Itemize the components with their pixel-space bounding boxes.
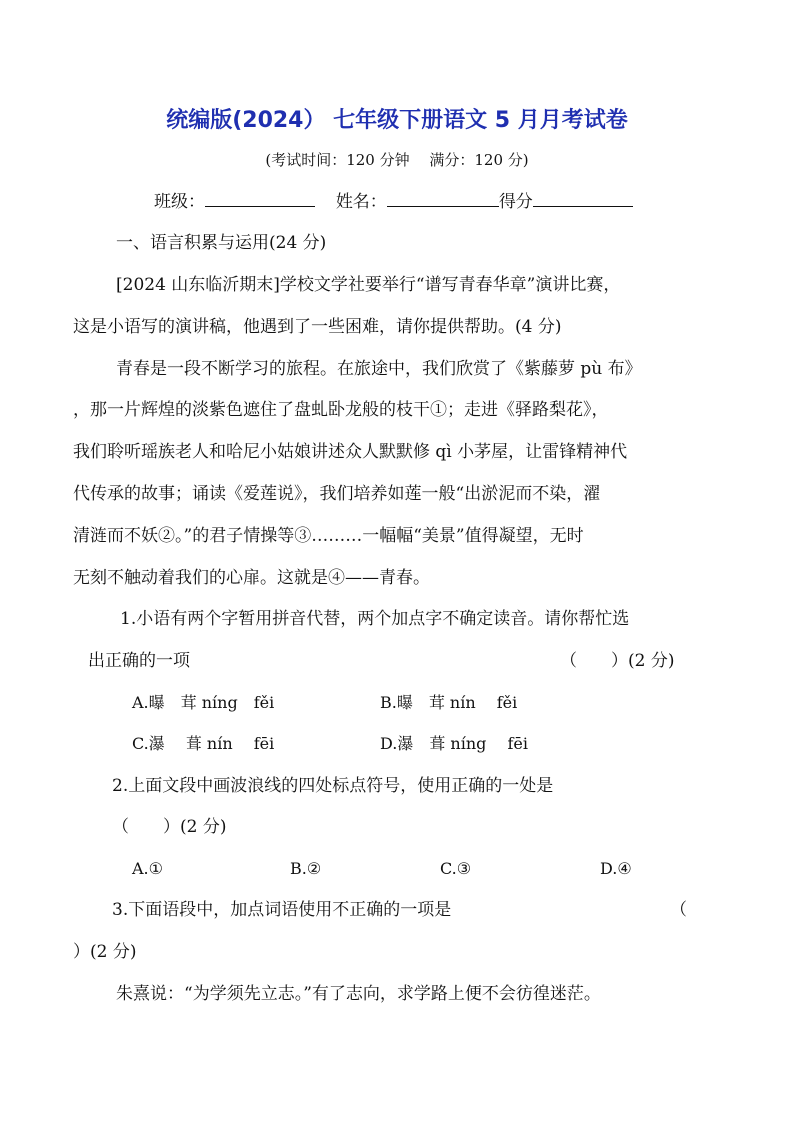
score-field[interactable] [533,188,633,207]
question-1-option-d[interactable]: D.瀑 葺 níng fēi [380,734,528,753]
question-2-option-c[interactable]: C.③ [440,859,472,878]
question-2-stem: 2.上面文段中画波浪线的四处标点符号，使用正确的一处是 [112,776,554,796]
question-2-option-d[interactable]: D.④ [600,859,632,878]
question-1-stem-cont: 出正确的一项 [88,651,190,671]
question-3-paren-open[interactable]: （ [670,900,687,920]
name-field[interactable] [387,188,499,207]
passage-line: 我们聆听瑶族老人和哈尼小姑娘讲述众人默默修 qì 小茅屋，让雷锋精神代 [73,442,628,462]
question-1-option-a[interactable]: A.曝 茸 níng fěi [132,693,275,712]
intro-line-2: 这是小语写的演讲稿，他遇到了一些困难，请你提供帮助。(4 分) [73,317,562,337]
question-1-stem: 1.小语有两个字暂用拼音代替，两个加点字不确定读音。请你帮忙选 [120,609,630,629]
passage-line: ，那一片辉煌的淡紫色遮住了盘虬卧龙般的枝干①；走进《驿路梨花》， [73,400,609,420]
question-2-option-a[interactable]: A.① [132,859,163,878]
passage-line: 代传承的故事；诵读《爱莲说》，我们培养如莲一般“出淤泥而不染，濯 [73,484,601,504]
section-heading: 一、语言积累与运用(24 分) [116,233,327,253]
question-2-option-b[interactable]: B.② [290,859,322,878]
class-field[interactable] [205,188,315,207]
passage-line: 无刻不触动着我们的心扉。这就是④——青春。 [73,568,430,588]
page-title: 统编版(2024） 七年级下册语文 5 月月考试卷 [166,108,628,133]
student-info-row [154,188,633,214]
question-1-option-b[interactable]: B.曝 茸 nín fěi [380,693,518,712]
passage-line: 青春是一段不断学习的旅程。在旅途中，我们欣赏了《紫藤萝 pù 布》 [116,359,642,379]
class-label: 班级： [154,192,205,212]
exam-info: (考试时间：120 分钟 满分：120 分) [265,151,529,169]
question-3-paren-close[interactable]: ）(2 分) [73,942,137,962]
name-label: 姓名： [335,192,387,212]
score-label: 得分 [498,192,533,212]
question-1-option-c[interactable]: C.瀑 葺 nín fēi [132,734,275,753]
intro-line-1: [2024 山东临沂期末]学校文学社要举行“谱写青春华章”演讲比赛， [116,275,621,295]
question-3-stem: 3.下面语段中，加点词语使用不正确的一项是 [112,900,452,920]
question-3-text: 朱熹说：“为学须先立志。”有了志向，求学路上便不会彷徨迷茫。 [116,984,601,1004]
passage-line: 清涟而不妖②。”的君子情操等③………一幅幅“美景”值得凝望，无时 [73,526,584,546]
question-1-answer-paren[interactable]: （ ）(2 分) [560,651,675,671]
question-2-answer-paren[interactable]: （ ）(2 分) [112,817,227,837]
